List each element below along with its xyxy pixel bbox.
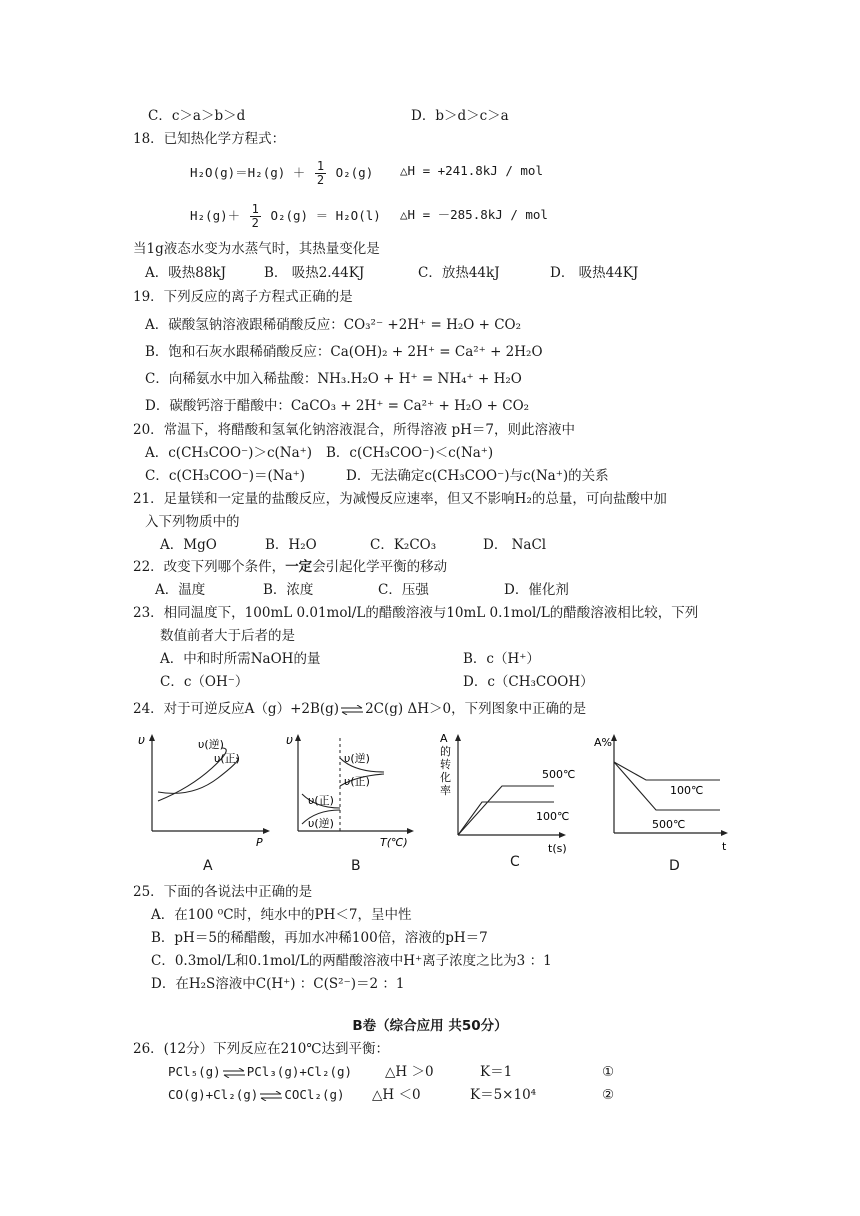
graph-a-curve-reverse-label: υ(逆) (198, 738, 224, 751)
q21-option-a: A．MgO (160, 537, 217, 553)
equilibrium-arrow-icon (222, 1068, 246, 1078)
q26-r2-left: CO(g)+Cl₂(g) (168, 1087, 259, 1102)
q18-option-c: C．放热44kJ (418, 265, 500, 281)
graph-c-label-100: 100℃ (536, 810, 570, 823)
q23-option-b: B．c（H⁺） (463, 651, 540, 667)
q26-r2-number: ② (602, 1087, 615, 1103)
graph-d-y-label: A% (594, 736, 612, 749)
graph-b-x-label: T(℃) (380, 836, 408, 849)
q18-eq2-fraction (250, 203, 261, 230)
q26-r2-right: COCl₂(g) (284, 1087, 345, 1102)
arrow-right-icon (407, 828, 414, 834)
graph-c-x-label: t(s) (548, 842, 567, 855)
q25-option-c: C．0.3mol/L和0.1mol/L的两醋酸溶液中H⁺离子浓度之比为3 ：1 (151, 953, 552, 969)
arrow-up-icon (455, 734, 461, 741)
q18-option-d: D． 吸热44KJ (550, 265, 639, 281)
q26-stem: 26．(12分）下列反应在210℃达到平衡： (133, 1041, 389, 1057)
q18-eq2-enthalpy: △H = －285.8kJ / mol (400, 207, 548, 222)
graph-a (130, 728, 280, 848)
q26-r1-right: PCl₃(g)+Cl₂(g) (246, 1064, 353, 1079)
graph-c (436, 728, 576, 858)
section-b-heading: B卷（综合应用 共50分） (352, 1018, 508, 1034)
q26-r1-enthalpy: △H ＞0 (385, 1064, 434, 1080)
graph-c-label-500: 500℃ (542, 768, 576, 781)
q21-option-d: D． NaCl (483, 537, 547, 553)
q25-option-b: B．pH＝5的稀醋酸，再加水冲稀100倍，溶液的pH＝7 (151, 930, 488, 946)
q25-option-a: A．在100 ⁰C时，纯水中的PH＜7，呈中性 (151, 907, 412, 923)
arrow-up-icon (149, 734, 155, 741)
graph-c-y-label-2: 的 (440, 745, 451, 758)
q21-stem-line-1: 21．足量镁和一定量的盐酸反应，为减慢反应速率，但又不影响H₂的总量，可向盐酸中加 (133, 491, 667, 507)
q26-reaction-1 (168, 1063, 352, 1081)
q23-option-a: A．中和时所需NaOH的量 (160, 651, 321, 667)
q24-stem (133, 700, 586, 718)
graph-d-label-100: 100℃ (670, 784, 704, 797)
q19-option-b: B．饱和石灰水跟稀硝酸反应：Ca(OH)₂ + 2H⁺ = Ca²⁺ + 2H₂O (145, 344, 543, 360)
q26-r1-constant: K＝1 (480, 1064, 513, 1080)
graph-a-y-label: υ (138, 733, 145, 747)
q22-stem-emphasis: 一定 (285, 559, 313, 575)
q22-option-a: A．温度 (155, 582, 206, 598)
graph-c-y-label-4: 化 (440, 771, 451, 784)
arrow-right-icon (263, 828, 270, 834)
graph-d-label-500: 500℃ (652, 818, 686, 831)
q22-option-b: B．浓度 (263, 582, 314, 598)
q26-reaction-2 (168, 1086, 345, 1104)
graph-c-caption: C (510, 854, 520, 870)
q20-option-d: D．无法确定c(CH₃COO⁻)与c(Na⁺)的关系 (346, 468, 609, 484)
q18-eq1-right: O₂(g) (335, 165, 374, 180)
q21-stem-line-2: 入下列物质中的 (145, 514, 240, 530)
q25-option-d: D．在H₂S溶液中C(H⁺) ：C(S²⁻)＝2 ：1 (151, 976, 405, 992)
graph-b-bottom-label-1: υ(正) (308, 794, 334, 807)
q18-eq1-left: H₂O(g)＝H₂(g) ＋ (190, 165, 306, 180)
q22-option-d: D．催化剂 (504, 582, 569, 598)
q20-option-c: C．c(CH₃COO⁻)＝(Na⁺) (145, 468, 306, 484)
graph-c-y-label-5: 率 (440, 784, 451, 797)
q21-option-c: C．K₂CO₃ (370, 537, 437, 553)
fraction-denominator: 2 (251, 216, 259, 230)
equilibrium-arrow-icon (340, 705, 364, 715)
graph-b-top-label-1: υ(逆) (344, 752, 370, 765)
graph-c-y-label-1: A (440, 732, 448, 745)
graph-b-caption: B (351, 858, 361, 874)
q19-option-a: A．碳酸氢钠溶液跟稀硝酸反应：CO₃²⁻ +2H⁺ = H₂O + CO₂ (145, 317, 522, 333)
q18-option-a: A．吸热88kJ (145, 265, 227, 281)
graph-d-x-label: t (722, 840, 727, 853)
graph-a-curve-forward-label: υ(正) (214, 752, 240, 765)
q26-r2-enthalpy: △H ＜0 (372, 1087, 421, 1103)
fraction-denominator: 2 (316, 173, 325, 187)
graph-d-caption: D (669, 858, 680, 874)
q24-stem-pre: 24．对于可逆反应A（g）+2B(g) (133, 701, 340, 717)
fraction-numerator: 1 (251, 202, 259, 216)
graph-d-line-100 (614, 762, 720, 780)
graph-c-y-label-3: 转 (440, 758, 451, 771)
q20-option-b: B．c(CH₃COO⁻)＜c(Na⁺) (326, 445, 494, 461)
q25-stem: 25．下面的各说法中正确的是 (133, 884, 313, 900)
q20-stem: 20．常温下，将醋酸和氢氧化钠溶液混合，所得溶液 pH＝7，则此溶液中 (133, 422, 575, 438)
graph-b-y-label: υ (286, 733, 293, 747)
q26-r2-constant: K＝5×10⁴ (470, 1087, 537, 1103)
q17-option-d: D．b＞d＞c＞a (411, 108, 509, 124)
q19-option-c: C．向稀氨水中加入稀盐酸：NH₃.H₂O + H⁺ = NH₄⁺ + H₂O (145, 371, 522, 387)
q20-option-a: A．c(CH₃COO⁻)＞c(Na⁺) (145, 445, 313, 461)
graph-a-caption: A (203, 858, 213, 874)
q18-stem: 18．已知热化学方程式： (133, 131, 286, 147)
q23-option-d: D．c（CH₃COOH） (463, 674, 594, 690)
q18-equation-1 (190, 160, 373, 187)
graph-a-x-label: P (256, 836, 263, 848)
q18-eq1-fraction (315, 160, 326, 187)
fraction-numerator: 1 (316, 159, 325, 173)
q18-eq2-left: H₂(g)＋ (190, 208, 241, 223)
q19-option-d: D．碳酸钙溶于醋酸中：CaCO₃ + 2H⁺ = Ca²⁺ + H₂O + CO₂ (145, 398, 530, 414)
q23-stem-line-1: 23．相同温度下，100mL 0.01mol/L的醋酸溶液与10mL 0.1mol/L的醋酸溶液相比较，下列 (133, 605, 699, 621)
q22-stem-pre: 22．改变下列哪个条件， (133, 559, 286, 575)
q23-stem-line-2: 数值前者大于后者的是 (160, 628, 295, 644)
q23-option-c: C．c（OH⁻） (160, 674, 249, 690)
q22-option-c: C．压强 (378, 582, 429, 598)
graph-b (284, 728, 424, 850)
q24-stem-post: 2C(g) ΔH＞0，下列图象中正确的是 (365, 701, 587, 717)
q18-equation-2 (190, 203, 381, 230)
equilibrium-arrow-icon (259, 1091, 283, 1101)
q19-stem: 19．下列反应的离子方程式正确的是 (133, 289, 353, 305)
graph-b-bottom-label-2: υ(逆) (308, 817, 334, 830)
arrow-up-icon (295, 734, 301, 741)
q18-option-b: B． 吸热2.44KJ (264, 265, 365, 281)
arrow-right-icon (559, 832, 566, 838)
q17-option-c: C．c＞a＞b＞d (148, 108, 246, 124)
q18-question: 当1g液态水变为水蒸气时，其热量变化是 (133, 241, 380, 257)
graph-d (594, 728, 740, 856)
graph-d-line-500 (614, 762, 720, 810)
q26-r1-left: PCl₅(g) (168, 1064, 221, 1079)
graph-b-top-label-2: υ(正) (344, 775, 370, 788)
q21-option-b: B．H₂O (265, 537, 317, 553)
q18-eq1-enthalpy: △H = +241.8kJ / mol (400, 163, 543, 178)
q22-stem-post: 会引起化学平衡的移动 (312, 559, 448, 575)
q26-r1-number: ① (602, 1064, 615, 1080)
arrow-right-icon (721, 830, 728, 836)
q18-eq2-right: O₂(g) ＝ H₂O(l) (270, 208, 381, 223)
q22-stem (133, 558, 447, 576)
